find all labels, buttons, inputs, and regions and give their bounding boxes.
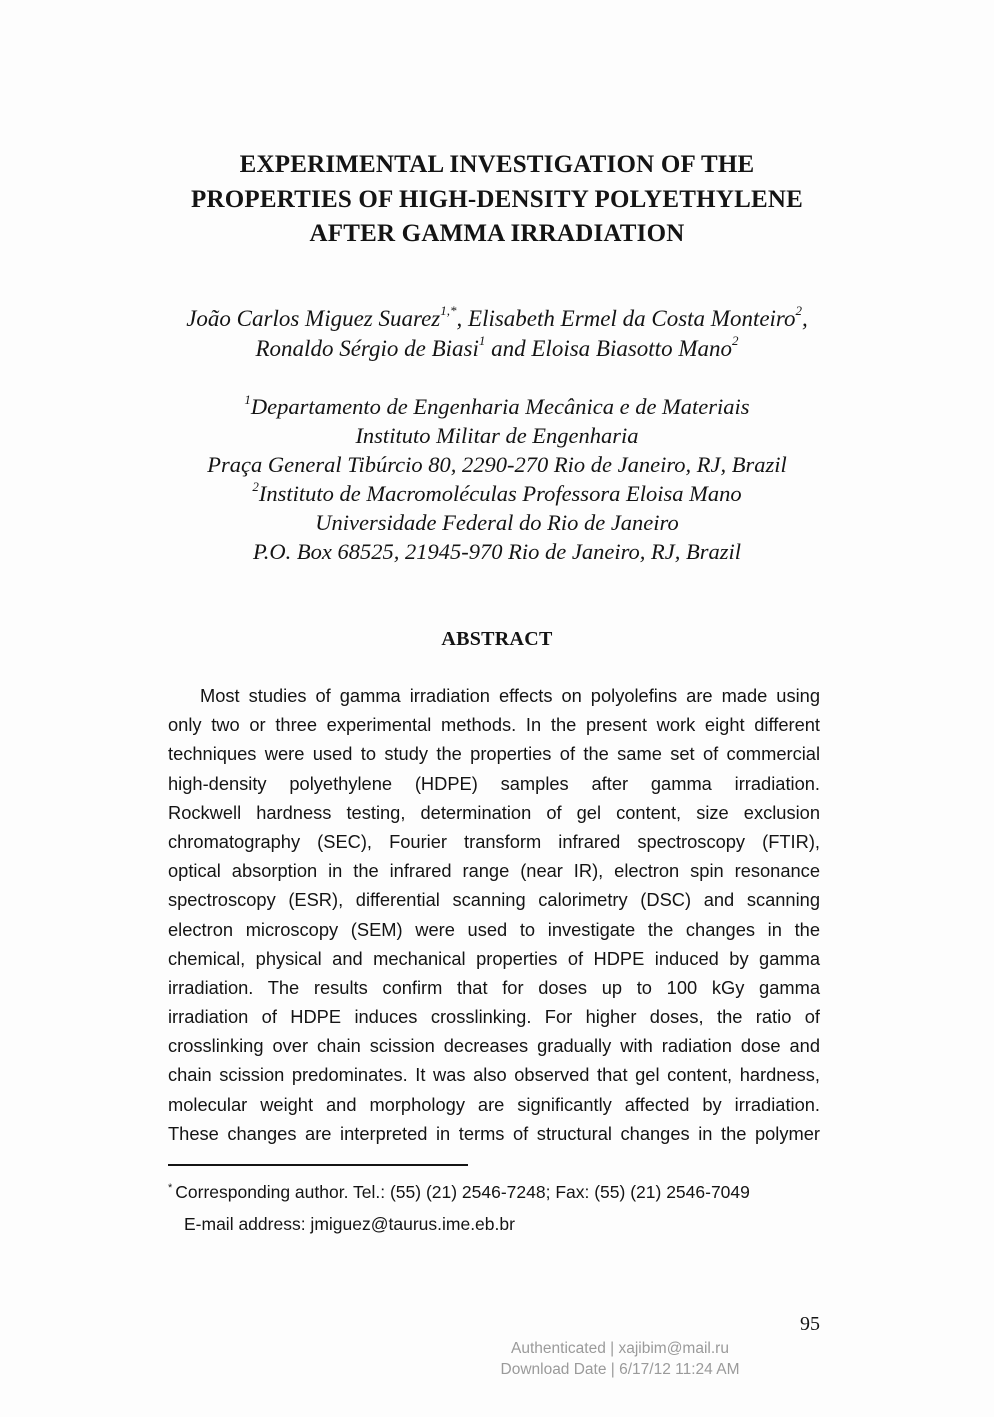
abstract-line: These changes are interpreted in terms of structural changes in the polymer — [168, 1122, 820, 1144]
abstract-body — [168, 681, 820, 1148]
author-conjunction: and — [485, 335, 532, 361]
author-name: João Carlos Miguez Suarez — [186, 306, 441, 331]
affiliation-2-line-1 — [120, 479, 874, 508]
affiliation-2-line-3: P.O. Box 68525, 21945-970 Rio de Janeiro, RJ, Brazil — [252, 539, 742, 564]
abstract-line: crosslinking over chain scission decreases gradually with radiation dose and — [168, 1035, 820, 1057]
affiliation-2-line-2: Universidade Federal do Rio de Janeiro — [315, 510, 679, 535]
author-list — [120, 304, 874, 363]
author-name: Elisabeth Ermel da Costa Monteiro — [468, 306, 796, 331]
abstract-line: Most studies of gamma irradiation effects on polyolefins are made using — [200, 685, 820, 706]
page-number: 95 — [800, 1313, 820, 1335]
author-affiliation-mark: 2 — [795, 303, 803, 319]
affiliation-1-line-3: Praça General Tibúrcio 80, 2290-270 Rio de Janeiro, RJ, Brazil — [207, 452, 787, 477]
abstract-line: chain scission predominates. It was also observed that gel content, hardness, — [168, 1064, 820, 1086]
title-line-2: PROPERTIES OF HIGH-DENSITY POLYETHYLENE — [191, 185, 803, 213]
abstract-line: techniques were used to study the properties of the same set of commercial — [168, 743, 820, 765]
abstract-line: chemical, physical and mechanical properties of HDPE induced by gamma — [168, 947, 820, 969]
author-affiliation-mark: 1,* — [440, 303, 457, 319]
author-separator: , — [802, 306, 808, 331]
footnote-line-2: E-mail address: jmiguez@taurus.ime.eb.br — [184, 1214, 515, 1234]
abstract-heading: ABSTRACT — [441, 628, 553, 650]
affiliation-1-line-1 — [120, 392, 874, 421]
author-line-2 — [120, 334, 874, 364]
affiliation-text: Instituto de Macromoléculas Professora Eloisa Mano — [258, 481, 742, 506]
abstract-line: molecular weight and morphology are significantly affected by irradiation. — [168, 1093, 820, 1115]
abstract-line: high-density polyethylene (HDPE) samples after gamma irradiation. — [168, 772, 820, 794]
abstract-line: Rockwell hardness testing, determination of gel content, size exclusion — [168, 801, 820, 823]
title-line-1: EXPERIMENTAL INVESTIGATION OF THE — [239, 151, 755, 178]
footnote-marker: * — [168, 1182, 173, 1194]
abstract-line: irradiation. The results confirm that for doses up to 100 kGy gamma — [168, 976, 820, 998]
author-line-1 — [120, 304, 874, 334]
author-name: Eloisa Biasotto Mano — [531, 335, 732, 361]
author-affiliation-mark: 1 — [478, 332, 486, 348]
author-separator: , — [456, 306, 469, 331]
affiliation-text: Departamento de Engenharia Mecânica e de Materiais — [250, 394, 750, 419]
author-affiliation-mark: 2 — [732, 332, 739, 348]
affiliation-mark: 1 — [244, 391, 251, 407]
affiliation-mark: 2 — [252, 478, 259, 494]
abstract-line: only two or three experimental methods. In the present work eight different — [168, 714, 820, 736]
footnote-divider — [168, 1164, 468, 1166]
title-line-3: AFTER GAMMA IRRADIATION — [309, 220, 685, 247]
affiliation-1-line-2: Instituto Militar de Engenharia — [355, 423, 639, 448]
paper-title — [150, 148, 844, 252]
abstract-line: optical absorption in the infrared range (near IR), electron spin resonance — [168, 860, 820, 882]
author-name: Ronaldo Sérgio de Biasi — [255, 335, 479, 361]
footnote — [168, 1178, 848, 1239]
abstract-line: chromatography (SEC), Fourier transform infrared spectroscopy (FTIR), — [168, 830, 820, 852]
watermark-line-2: Download Date | 6/17/12 11:24 AM — [500, 1361, 740, 1378]
abstract-line: electron microscopy (SEM) were used to investigate the changes in the — [168, 918, 820, 940]
footnote-text: Corresponding author. Tel.: (55) (21) 2546-7248; Fax: (55) (21) 2546-7049 — [175, 1182, 750, 1202]
abstract-line: irradiation of HDPE induces crosslinking. For higher doses, the ratio of — [168, 1006, 820, 1028]
affiliation-block — [120, 392, 874, 566]
footnote-line-1 — [168, 1178, 848, 1210]
download-watermark — [470, 1338, 770, 1380]
watermark-line-1: Authenticated | xajibim@mail.ru — [511, 1340, 729, 1357]
abstract-line: spectroscopy (ESR), differential scanning calorimetry (DSC) and scanning — [168, 889, 820, 911]
